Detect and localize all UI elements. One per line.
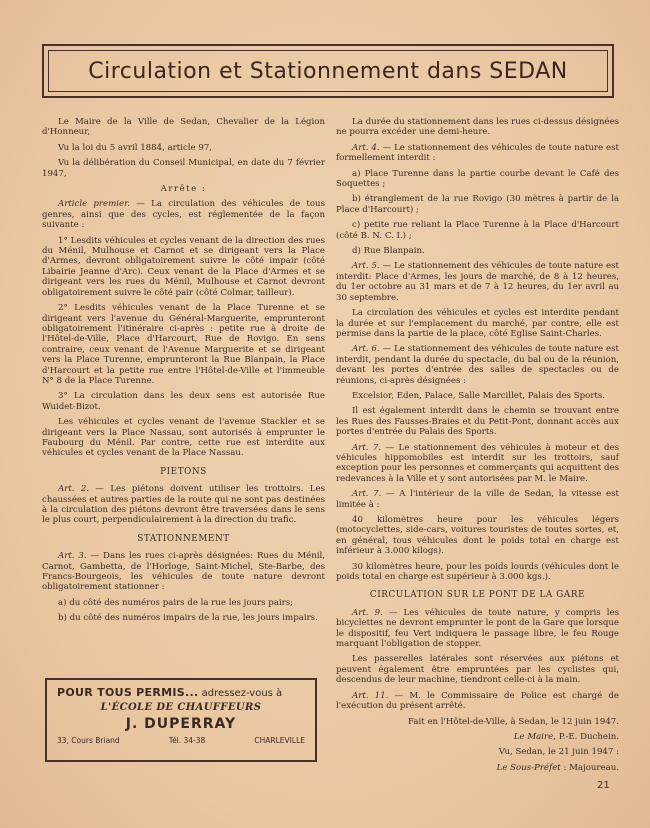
- article-5-text: — Le stationnement des véhicules de toute nature est interdit: Place d'Armes, les jours de marché, de 8 à 12 heures, du 1er octobre au 31 mars et de 7 à 12 heures, du 1er avril au 30 septembre.: [336, 261, 620, 303]
- signature-date: Fait en l'Hôtel-de-Ville, à Sedan, le 12 juin 1947.: [408, 716, 619, 727]
- prefect-visa-date: Vu, Sedan, le 21 juin 1947 :: [498, 747, 619, 758]
- ad-contact-row: [57, 736, 305, 745]
- article-premier: [42, 199, 325, 230]
- article-11-text: — M. le Commissaire de Police est chargé de l'exécution du présent arrêté.: [336, 690, 619, 712]
- article-4-item-c: c) petite rue reliant la Place Turenne à la Place d'Harcourt (côté B. N. C. I.) ;: [336, 220, 619, 241]
- article-3-text: — Dans les rues ci-après désignées: Rues du Ménil, Carnot, Gambetta, de l'Horloge, Saint-Michel, Ste-Barbe, des Francs-Bourgeois, les véhicules de toute nature devront obligatoirement stationner :: [42, 551, 325, 593]
- footbridges-paragraph: Les passerelles latérales sont réservées aux piétons et peuvent également être empruntées par les cyclistes qui, descendus de leur machine, tiendront celle-ci à la main.: [336, 654, 619, 686]
- article-6: [336, 344, 619, 386]
- article-premier-text: — La circulation des véhicules de tous genres, ainsi que des cycles, est réglementée de la façon suivante :: [42, 199, 325, 231]
- duration-paragraph: La durée du stationnement dans les rues ci-dessus désignées ne pourra excéder une demi-heure.: [336, 117, 619, 138]
- prefect-signature: [336, 763, 619, 773]
- article-3-item-a: a) du côté des numéros pairs de la rue les jours pairs;: [58, 597, 294, 608]
- mayor-role: Le Maire,: [513, 731, 556, 742]
- title-inner-frame: [48, 50, 608, 92]
- stationnement-heading: STATIONNEMENT: [137, 533, 230, 544]
- article-7-sidewalks-label: Art. 7.: [352, 442, 382, 453]
- article-5-label: Art. 5.: [352, 261, 380, 272]
- article-5: [336, 261, 619, 303]
- article-4: [336, 143, 619, 164]
- article-7-speed-text: — A l'intérieur de la ville de Sedan, la vitesse est limitée à :: [336, 489, 619, 510]
- article-11: [336, 691, 619, 712]
- article-4-item-d: d) Rue Blanpain.: [352, 246, 425, 257]
- page-title: Circulation et Stationnement dans SEDAN: [88, 58, 568, 84]
- mayor-signature: [336, 732, 619, 742]
- prefect-role: Le Sous-Préfet: [496, 762, 561, 773]
- driving-school-advertisement: [45, 678, 317, 762]
- article-9-text: — Les véhicules de toute nature, y compris les bicyclettes ne devront emprunter le pont de la Gare que lorsque le dispositif, feu Vert indiquera le passage libre, le feu Rouge marquant l'obligation de stopper.: [336, 607, 619, 650]
- article-9-label: Art. 9.: [352, 607, 383, 618]
- article-7-speed-label: Art. 7.: [352, 489, 382, 500]
- article-2-label: Art. 2.: [58, 484, 90, 495]
- pietons-heading: PIETONS: [160, 466, 207, 477]
- mayor-name: P.-E. Duchein.: [555, 731, 619, 742]
- article-6-text: — Le stationnement des véhicules de toute nature est interdit, pendant la durée du spectacle, du bal ou de la réunion, devant les portes d'entrée des salles de spectacles ou de réunions, ci-après désignées :: [336, 344, 620, 386]
- article-premier-point-3: 3° La circulation dans les deux sens est autorisée Rue Wuidet-Bizot.: [42, 391, 325, 412]
- stackler-paragraph: Les véhicules et cycles venant de l'avenue Stackler et se dirigeant vers la Place Nassau, sont autorisés à emprunter le Faubourg du Ménil. Par contre, cette rue est interdite aux véhicules et cycles venant de la Place Nassau.: [42, 417, 325, 459]
- article-4-item-b: b) étranglement de la rue Rovigo (30 mètres à partir de la Place d'Harcourt) ;: [336, 194, 619, 215]
- ad-owner-name: J. DUPERRAY: [125, 716, 237, 732]
- article-3-item-b: b) du côté des numéros impairs de la rue, les jours impairs.: [58, 613, 318, 624]
- ad-school-name: L'ÉCOLE DE CHAUFFEURS: [100, 702, 262, 713]
- article-9: [336, 608, 619, 650]
- prefect-name: : Majoureau.: [560, 762, 619, 773]
- ad-city: CHARLEVILLE: [254, 736, 305, 745]
- ad-phone: Tél. 34-38: [168, 736, 206, 745]
- title-frame: [42, 44, 614, 98]
- ad-address: 33, Cours Briand: [57, 736, 120, 745]
- article-2: [42, 484, 325, 526]
- article-4-label: Art. 4.: [352, 142, 380, 153]
- intro-paragraph: Le Maire de la Ville de Sedan, Chevalier de la Légion d'Honneur,: [42, 117, 325, 138]
- article-3-label: Art. 3.: [58, 551, 87, 562]
- right-column: [336, 117, 619, 778]
- arrete-heading: Arrête :: [160, 184, 207, 195]
- article-4-text: — Le stationnement des véhicules de toute nature est formellement interdit :: [336, 142, 620, 164]
- left-column: [42, 117, 325, 629]
- ad-headline-rest: adressez-vous à: [198, 688, 283, 699]
- speed-light-vehicles: 40 kilomètres heure pour les véhicules légers (motocyclettes, side-cars, voitures touristes de toutes sortes, et, en général, tous véhicules dont le poids total en charge est inférieur à 3.000 kilogs).: [336, 515, 619, 557]
- council-reference: Vu la délibération du Conseil Municipal, en date du 7 février 1947,: [42, 158, 325, 179]
- article-premier-point-2: 2° Lesdits véhicules venant de la Place Turenne et se dirigeant vers l'avenue du Général-Marguerite, emprunteront obligatoirement l'itinéraire ci-après : petite rue à droite de l'Hôtel-de-Ville, Place d'Harcourt, Rue de Rovigo. En sens contraire, ceux venant de l'Avenue Marguerite et se dirigeant vers la Place Turenne, emprunteront la Rue Blanpain, la Place d'Harcourt et la petite rue entre l'Hôtel-de-Ville et l'immeuble N° 8 de la Place Turenne.: [42, 303, 325, 386]
- page-number: 21: [597, 780, 610, 791]
- article-11-label: Art. 11.: [352, 690, 389, 701]
- ad-headline: [57, 686, 305, 699]
- article-premier-point-1: 1° Lesdits véhicules et cycles venant de la direction des rues du Ménil, Mulhouse et Carnot et se dirigeant vers la Place d'Armes, devront obligatoirement suivre le côté impair (côté Libairie Jeanne d'Arc). Ceux venant de la Place d'Armes et se dirigeant vers les rues du Ménil, Mulhouse et Carnot devront obligatoirement suivre le côté pair (côté Colmar, tailleur).: [42, 235, 325, 298]
- law-reference: Vu la loi du 5 avril 1884, article 97,: [58, 142, 213, 153]
- speed-heavy-vehicles: 30 kilomètres heure, pour les poids lourds (véhicules dont le poids total en charge est supérieur à 3.000 kgs.).: [336, 561, 619, 583]
- article-7-sidewalks-text: — Le stationnement des véhicules à moteur et des véhicules hippomobiles est interdit sur les trottoirs, sauf exception pour les personnes et commerçants qui acquittent des redevances à la Ville et y sont autorisées par M. le Maire.: [336, 442, 619, 484]
- venues-list: Excelsior, Eden, Palace, Salle Marcillet, Palais des Sports.: [352, 390, 606, 401]
- article-3: [42, 551, 325, 593]
- market-paragraph: La circulation des véhicules et cycles est interdite pendant la durée et sur l'emplacement du marché, par contre, elle est permise dans la partie de la place, côté Eglise Saint-Charles.: [336, 308, 619, 339]
- article-6-label: Art. 6.: [352, 344, 380, 355]
- pont-heading: CIRCULATION SUR LE PONT DE LA GARE: [369, 590, 586, 601]
- article-premier-label: Article premier.: [58, 199, 130, 210]
- palais-paragraph: Il est également interdit dans le chemin se trouvant entre les Rues des Fausses-Braies et du Petit-Pont, donnant accès aux portes d'entrée du Palais des Sports.: [336, 406, 619, 438]
- ad-headline-bold: POUR TOUS PERMIS...: [57, 686, 199, 699]
- article-4-item-a: a) Place Turenne dans la partie courbe devant le Café des Soquettes ;: [336, 168, 619, 190]
- article-7-speed: [336, 489, 619, 510]
- article-7-sidewalks: [336, 443, 619, 485]
- article-2-text: — Les piétons doivent utiliser les trottoirs. Les chaussées et autres parties de la route qui ne sont pas destinées à la circulation des piétons devront être traversées dans le sens le plus court, perpendiculairement à la direction du trafic.: [42, 484, 325, 526]
